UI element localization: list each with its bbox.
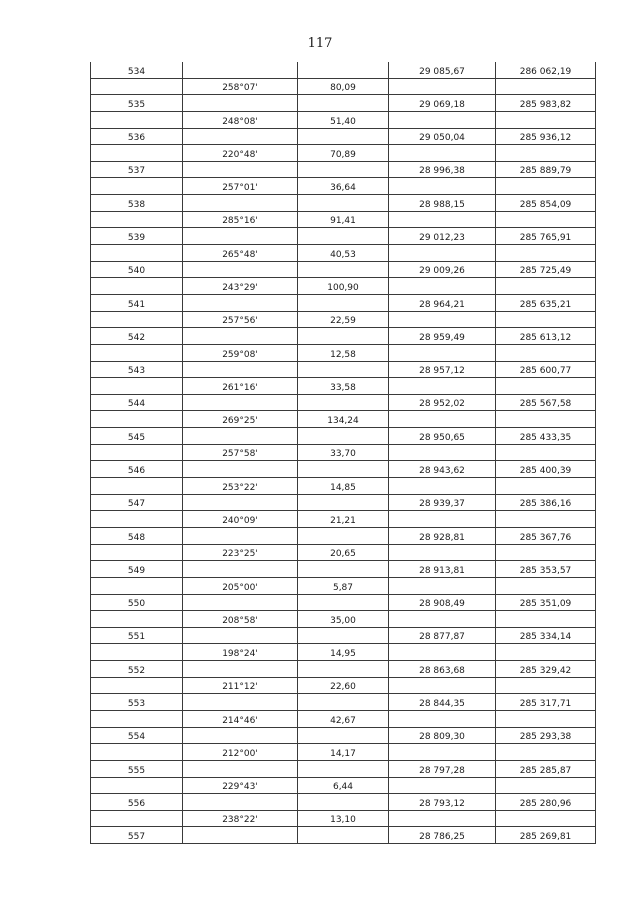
survey-coordinates-table xyxy=(90,62,596,844)
cell-point-number: 545 xyxy=(91,428,183,445)
cell-direction-angle xyxy=(183,361,298,378)
cell-y-coordinate xyxy=(496,211,596,228)
cell-distance: 5,87 xyxy=(298,577,389,594)
cell-distance xyxy=(298,561,389,578)
cell-y-coordinate: 285 386,16 xyxy=(496,494,596,511)
cell-point-number: 535 xyxy=(91,95,183,112)
table-row xyxy=(91,744,596,761)
cell-y-coordinate: 285 936,12 xyxy=(496,128,596,145)
cell-y-coordinate: 285 317,71 xyxy=(496,694,596,711)
cell-y-coordinate: 285 889,79 xyxy=(496,161,596,178)
cell-y-coordinate xyxy=(496,411,596,428)
cell-point-number xyxy=(91,378,183,395)
cell-y-coordinate xyxy=(496,777,596,794)
cell-direction-angle xyxy=(183,261,298,278)
table-row xyxy=(91,328,596,345)
cell-x-coordinate: 28 996,38 xyxy=(389,161,496,178)
cell-y-coordinate: 285 567,58 xyxy=(496,394,596,411)
cell-distance: 20,65 xyxy=(298,544,389,561)
table-row xyxy=(91,494,596,511)
table-row xyxy=(91,228,596,245)
cell-y-coordinate xyxy=(496,710,596,727)
table-row xyxy=(91,128,596,145)
cell-direction-angle xyxy=(183,727,298,744)
cell-distance: 33,70 xyxy=(298,444,389,461)
cell-point-number xyxy=(91,344,183,361)
cell-direction-angle: 198°24' xyxy=(183,644,298,661)
cell-x-coordinate: 28 908,49 xyxy=(389,594,496,611)
cell-point-number: 556 xyxy=(91,794,183,811)
cell-direction-angle: 220°48' xyxy=(183,145,298,162)
cell-x-coordinate xyxy=(389,611,496,628)
cell-point-number: 536 xyxy=(91,128,183,145)
cell-distance xyxy=(298,294,389,311)
cell-direction-angle xyxy=(183,128,298,145)
cell-distance: 40,53 xyxy=(298,245,389,262)
cell-y-coordinate: 285 285,87 xyxy=(496,760,596,777)
cell-y-coordinate: 285 293,38 xyxy=(496,727,596,744)
cell-point-number: 543 xyxy=(91,361,183,378)
cell-x-coordinate xyxy=(389,444,496,461)
cell-point-number: 546 xyxy=(91,461,183,478)
cell-direction-angle: 208°58' xyxy=(183,611,298,628)
cell-direction-angle xyxy=(183,661,298,678)
cell-distance xyxy=(298,261,389,278)
cell-point-number xyxy=(91,178,183,195)
cell-distance: 6,44 xyxy=(298,777,389,794)
cell-direction-angle: 205°00' xyxy=(183,577,298,594)
cell-x-coordinate: 28 786,25 xyxy=(389,827,496,844)
table-row xyxy=(91,211,596,228)
cell-x-coordinate: 28 952,02 xyxy=(389,394,496,411)
page-number: 117 xyxy=(307,36,333,51)
cell-point-number xyxy=(91,810,183,827)
cell-x-coordinate: 28 797,28 xyxy=(389,760,496,777)
cell-distance: 70,89 xyxy=(298,145,389,162)
cell-direction-angle xyxy=(183,694,298,711)
cell-x-coordinate xyxy=(389,478,496,495)
cell-direction-angle: 257°58' xyxy=(183,444,298,461)
cell-direction-angle xyxy=(183,827,298,844)
cell-x-coordinate xyxy=(389,677,496,694)
table-row xyxy=(91,544,596,561)
cell-point-number xyxy=(91,311,183,328)
table-row xyxy=(91,677,596,694)
cell-direction-angle: 211°12' xyxy=(183,677,298,694)
cell-point-number xyxy=(91,444,183,461)
cell-distance xyxy=(298,361,389,378)
table-row xyxy=(91,78,596,95)
cell-y-coordinate: 285 329,42 xyxy=(496,661,596,678)
cell-y-coordinate xyxy=(496,511,596,528)
cell-point-number: 554 xyxy=(91,727,183,744)
cell-y-coordinate xyxy=(496,378,596,395)
cell-point-number xyxy=(91,211,183,228)
cell-distance xyxy=(298,827,389,844)
cell-distance: 35,00 xyxy=(298,611,389,628)
cell-distance xyxy=(298,461,389,478)
cell-distance xyxy=(298,694,389,711)
cell-distance: 14,95 xyxy=(298,644,389,661)
cell-direction-angle xyxy=(183,627,298,644)
cell-distance xyxy=(298,328,389,345)
cell-point-number xyxy=(91,710,183,727)
cell-direction-angle: 269°25' xyxy=(183,411,298,428)
cell-distance: 100,90 xyxy=(298,278,389,295)
table-row xyxy=(91,461,596,478)
table-row xyxy=(91,644,596,661)
cell-y-coordinate xyxy=(496,178,596,195)
cell-direction-angle: 212°00' xyxy=(183,744,298,761)
cell-y-coordinate xyxy=(496,810,596,827)
cell-point-number xyxy=(91,544,183,561)
cell-distance xyxy=(298,161,389,178)
cell-point-number: 553 xyxy=(91,694,183,711)
cell-point-number xyxy=(91,611,183,628)
cell-direction-angle xyxy=(183,95,298,112)
cell-y-coordinate xyxy=(496,278,596,295)
cell-point-number xyxy=(91,644,183,661)
cell-direction-angle xyxy=(183,794,298,811)
cell-y-coordinate xyxy=(496,245,596,262)
cell-direction-angle xyxy=(183,461,298,478)
table-row xyxy=(91,161,596,178)
cell-direction-angle: 229°43' xyxy=(183,777,298,794)
cell-x-coordinate xyxy=(389,644,496,661)
table-row xyxy=(91,428,596,445)
cell-y-coordinate: 285 367,76 xyxy=(496,527,596,544)
table-row xyxy=(91,760,596,777)
cell-y-coordinate: 285 600,77 xyxy=(496,361,596,378)
cell-direction-angle xyxy=(183,195,298,212)
cell-distance: 14,85 xyxy=(298,478,389,495)
cell-point-number: 542 xyxy=(91,328,183,345)
cell-point-number: 549 xyxy=(91,561,183,578)
cell-x-coordinate xyxy=(389,78,496,95)
cell-y-coordinate: 285 854,09 xyxy=(496,195,596,212)
cell-x-coordinate xyxy=(389,411,496,428)
cell-direction-angle xyxy=(183,328,298,345)
table-row xyxy=(91,661,596,678)
cell-distance xyxy=(298,727,389,744)
table-row xyxy=(91,827,596,844)
cell-direction-angle xyxy=(183,228,298,245)
cell-point-number xyxy=(91,411,183,428)
cell-x-coordinate: 28 957,12 xyxy=(389,361,496,378)
cell-direction-angle xyxy=(183,527,298,544)
cell-direction-angle xyxy=(183,494,298,511)
cell-x-coordinate xyxy=(389,311,496,328)
cell-y-coordinate: 285 725,49 xyxy=(496,261,596,278)
cell-x-coordinate xyxy=(389,344,496,361)
cell-distance: 80,09 xyxy=(298,78,389,95)
cell-x-coordinate xyxy=(389,111,496,128)
cell-distance: 14,17 xyxy=(298,744,389,761)
cell-point-number xyxy=(91,478,183,495)
cell-direction-angle: 240°09' xyxy=(183,511,298,528)
table-row xyxy=(91,594,596,611)
cell-direction-angle: 257°01' xyxy=(183,178,298,195)
cell-point-number xyxy=(91,777,183,794)
cell-point-number: 538 xyxy=(91,195,183,212)
cell-x-coordinate xyxy=(389,145,496,162)
cell-direction-angle: 214°46' xyxy=(183,710,298,727)
cell-point-number xyxy=(91,511,183,528)
cell-x-coordinate xyxy=(389,178,496,195)
cell-distance xyxy=(298,627,389,644)
cell-x-coordinate: 28 809,30 xyxy=(389,727,496,744)
cell-point-number: 555 xyxy=(91,760,183,777)
cell-x-coordinate: 28 943,62 xyxy=(389,461,496,478)
cell-distance xyxy=(298,394,389,411)
table-row xyxy=(91,195,596,212)
table-row xyxy=(91,311,596,328)
cell-x-coordinate: 28 913,81 xyxy=(389,561,496,578)
cell-x-coordinate: 28 863,68 xyxy=(389,661,496,678)
cell-y-coordinate xyxy=(496,611,596,628)
table-row xyxy=(91,62,596,78)
cell-x-coordinate: 28 928,81 xyxy=(389,527,496,544)
cell-distance: 22,59 xyxy=(298,311,389,328)
cell-point-number xyxy=(91,111,183,128)
cell-y-coordinate: 285 269,81 xyxy=(496,827,596,844)
cell-y-coordinate: 286 062,19 xyxy=(496,62,596,78)
cell-y-coordinate: 285 613,12 xyxy=(496,328,596,345)
table-row xyxy=(91,478,596,495)
table-row xyxy=(91,777,596,794)
cell-x-coordinate xyxy=(389,744,496,761)
table-row xyxy=(91,611,596,628)
table-row xyxy=(91,627,596,644)
cell-y-coordinate xyxy=(496,78,596,95)
cell-y-coordinate xyxy=(496,478,596,495)
table-row xyxy=(91,511,596,528)
cell-direction-angle xyxy=(183,294,298,311)
table-row xyxy=(91,527,596,544)
table-row xyxy=(91,145,596,162)
cell-distance: 42,67 xyxy=(298,710,389,727)
cell-distance: 36,64 xyxy=(298,178,389,195)
cell-y-coordinate xyxy=(496,111,596,128)
cell-point-number xyxy=(91,677,183,694)
cell-point-number: 541 xyxy=(91,294,183,311)
table-row xyxy=(91,444,596,461)
cell-point-number: 557 xyxy=(91,827,183,844)
cell-y-coordinate xyxy=(496,344,596,361)
cell-x-coordinate: 28 988,15 xyxy=(389,195,496,212)
cell-y-coordinate xyxy=(496,577,596,594)
cell-x-coordinate xyxy=(389,211,496,228)
cell-direction-angle: 248°08' xyxy=(183,111,298,128)
cell-y-coordinate: 285 351,09 xyxy=(496,594,596,611)
cell-direction-angle xyxy=(183,161,298,178)
cell-point-number: 537 xyxy=(91,161,183,178)
cell-point-number xyxy=(91,278,183,295)
cell-distance: 22,60 xyxy=(298,677,389,694)
cell-x-coordinate: 28 959,49 xyxy=(389,328,496,345)
table-row xyxy=(91,278,596,295)
cell-x-coordinate xyxy=(389,710,496,727)
cell-y-coordinate: 285 400,39 xyxy=(496,461,596,478)
cell-x-coordinate: 29 050,04 xyxy=(389,128,496,145)
cell-direction-angle: 265°48' xyxy=(183,245,298,262)
cell-point-number: 552 xyxy=(91,661,183,678)
cell-y-coordinate xyxy=(496,644,596,661)
cell-direction-angle: 253°22' xyxy=(183,478,298,495)
cell-y-coordinate: 285 983,82 xyxy=(496,95,596,112)
cell-direction-angle: 238°22' xyxy=(183,810,298,827)
cell-distance: 33,58 xyxy=(298,378,389,395)
cell-distance: 13,10 xyxy=(298,810,389,827)
cell-x-coordinate xyxy=(389,810,496,827)
cell-direction-angle: 285°16' xyxy=(183,211,298,228)
cell-distance: 12,58 xyxy=(298,344,389,361)
cell-x-coordinate: 28 877,87 xyxy=(389,627,496,644)
cell-direction-angle xyxy=(183,394,298,411)
cell-distance xyxy=(298,95,389,112)
cell-distance xyxy=(298,128,389,145)
cell-y-coordinate xyxy=(496,311,596,328)
table-row xyxy=(91,411,596,428)
cell-x-coordinate xyxy=(389,278,496,295)
cell-y-coordinate xyxy=(496,444,596,461)
cell-direction-angle xyxy=(183,594,298,611)
cell-point-number: 539 xyxy=(91,228,183,245)
cell-distance xyxy=(298,62,389,78)
table-row xyxy=(91,95,596,112)
cell-point-number: 550 xyxy=(91,594,183,611)
table-row xyxy=(91,694,596,711)
cell-point-number: 544 xyxy=(91,394,183,411)
cell-direction-angle xyxy=(183,760,298,777)
cell-distance xyxy=(298,760,389,777)
cell-x-coordinate: 28 939,37 xyxy=(389,494,496,511)
cell-direction-angle xyxy=(183,428,298,445)
cell-x-coordinate xyxy=(389,511,496,528)
cell-point-number xyxy=(91,245,183,262)
cell-y-coordinate xyxy=(496,544,596,561)
cell-x-coordinate: 28 844,35 xyxy=(389,694,496,711)
table-row xyxy=(91,710,596,727)
cell-distance: 91,41 xyxy=(298,211,389,228)
table-row xyxy=(91,261,596,278)
cell-distance xyxy=(298,494,389,511)
cell-distance xyxy=(298,594,389,611)
cell-x-coordinate xyxy=(389,577,496,594)
cell-point-number xyxy=(91,577,183,594)
cell-x-coordinate: 28 950,65 xyxy=(389,428,496,445)
table-row xyxy=(91,561,596,578)
cell-y-coordinate xyxy=(496,677,596,694)
cell-distance: 51,40 xyxy=(298,111,389,128)
cell-y-coordinate: 285 433,35 xyxy=(496,428,596,445)
cell-y-coordinate: 285 635,21 xyxy=(496,294,596,311)
table-row xyxy=(91,361,596,378)
table-row xyxy=(91,111,596,128)
table-row xyxy=(91,394,596,411)
table-row xyxy=(91,245,596,262)
table-row xyxy=(91,294,596,311)
cell-point-number: 540 xyxy=(91,261,183,278)
cell-direction-angle: 258°07' xyxy=(183,78,298,95)
table-row xyxy=(91,577,596,594)
cell-distance: 134,24 xyxy=(298,411,389,428)
table-row xyxy=(91,378,596,395)
cell-point-number: 534 xyxy=(91,62,183,78)
cell-y-coordinate: 285 353,57 xyxy=(496,561,596,578)
table-body xyxy=(91,62,596,844)
cell-distance xyxy=(298,228,389,245)
table-row xyxy=(91,794,596,811)
cell-x-coordinate xyxy=(389,544,496,561)
cell-x-coordinate: 29 069,18 xyxy=(389,95,496,112)
cell-distance xyxy=(298,527,389,544)
cell-direction-angle xyxy=(183,561,298,578)
cell-y-coordinate: 285 334,14 xyxy=(496,627,596,644)
cell-direction-angle xyxy=(183,62,298,78)
table-row xyxy=(91,178,596,195)
table-row xyxy=(91,810,596,827)
cell-y-coordinate: 285 280,96 xyxy=(496,794,596,811)
cell-direction-angle: 257°56' xyxy=(183,311,298,328)
cell-distance xyxy=(298,195,389,212)
cell-y-coordinate xyxy=(496,145,596,162)
cell-point-number xyxy=(91,145,183,162)
cell-x-coordinate: 28 964,21 xyxy=(389,294,496,311)
cell-x-coordinate: 29 012,23 xyxy=(389,228,496,245)
cell-point-number: 548 xyxy=(91,527,183,544)
cell-x-coordinate xyxy=(389,245,496,262)
cell-distance xyxy=(298,428,389,445)
cell-distance: 21,21 xyxy=(298,511,389,528)
cell-point-number: 547 xyxy=(91,494,183,511)
cell-x-coordinate: 28 793,12 xyxy=(389,794,496,811)
cell-y-coordinate: 285 765,91 xyxy=(496,228,596,245)
cell-direction-angle: 243°29' xyxy=(183,278,298,295)
cell-x-coordinate xyxy=(389,378,496,395)
cell-x-coordinate: 29 009,26 xyxy=(389,261,496,278)
cell-x-coordinate xyxy=(389,777,496,794)
table-row xyxy=(91,344,596,361)
cell-distance xyxy=(298,661,389,678)
cell-direction-angle: 261°16' xyxy=(183,378,298,395)
cell-direction-angle: 259°08' xyxy=(183,344,298,361)
cell-point-number xyxy=(91,744,183,761)
cell-distance xyxy=(298,794,389,811)
cell-point-number: 551 xyxy=(91,627,183,644)
table-row xyxy=(91,727,596,744)
cell-direction-angle: 223°25' xyxy=(183,544,298,561)
cell-x-coordinate: 29 085,67 xyxy=(389,62,496,78)
cell-y-coordinate xyxy=(496,744,596,761)
cell-point-number xyxy=(91,78,183,95)
